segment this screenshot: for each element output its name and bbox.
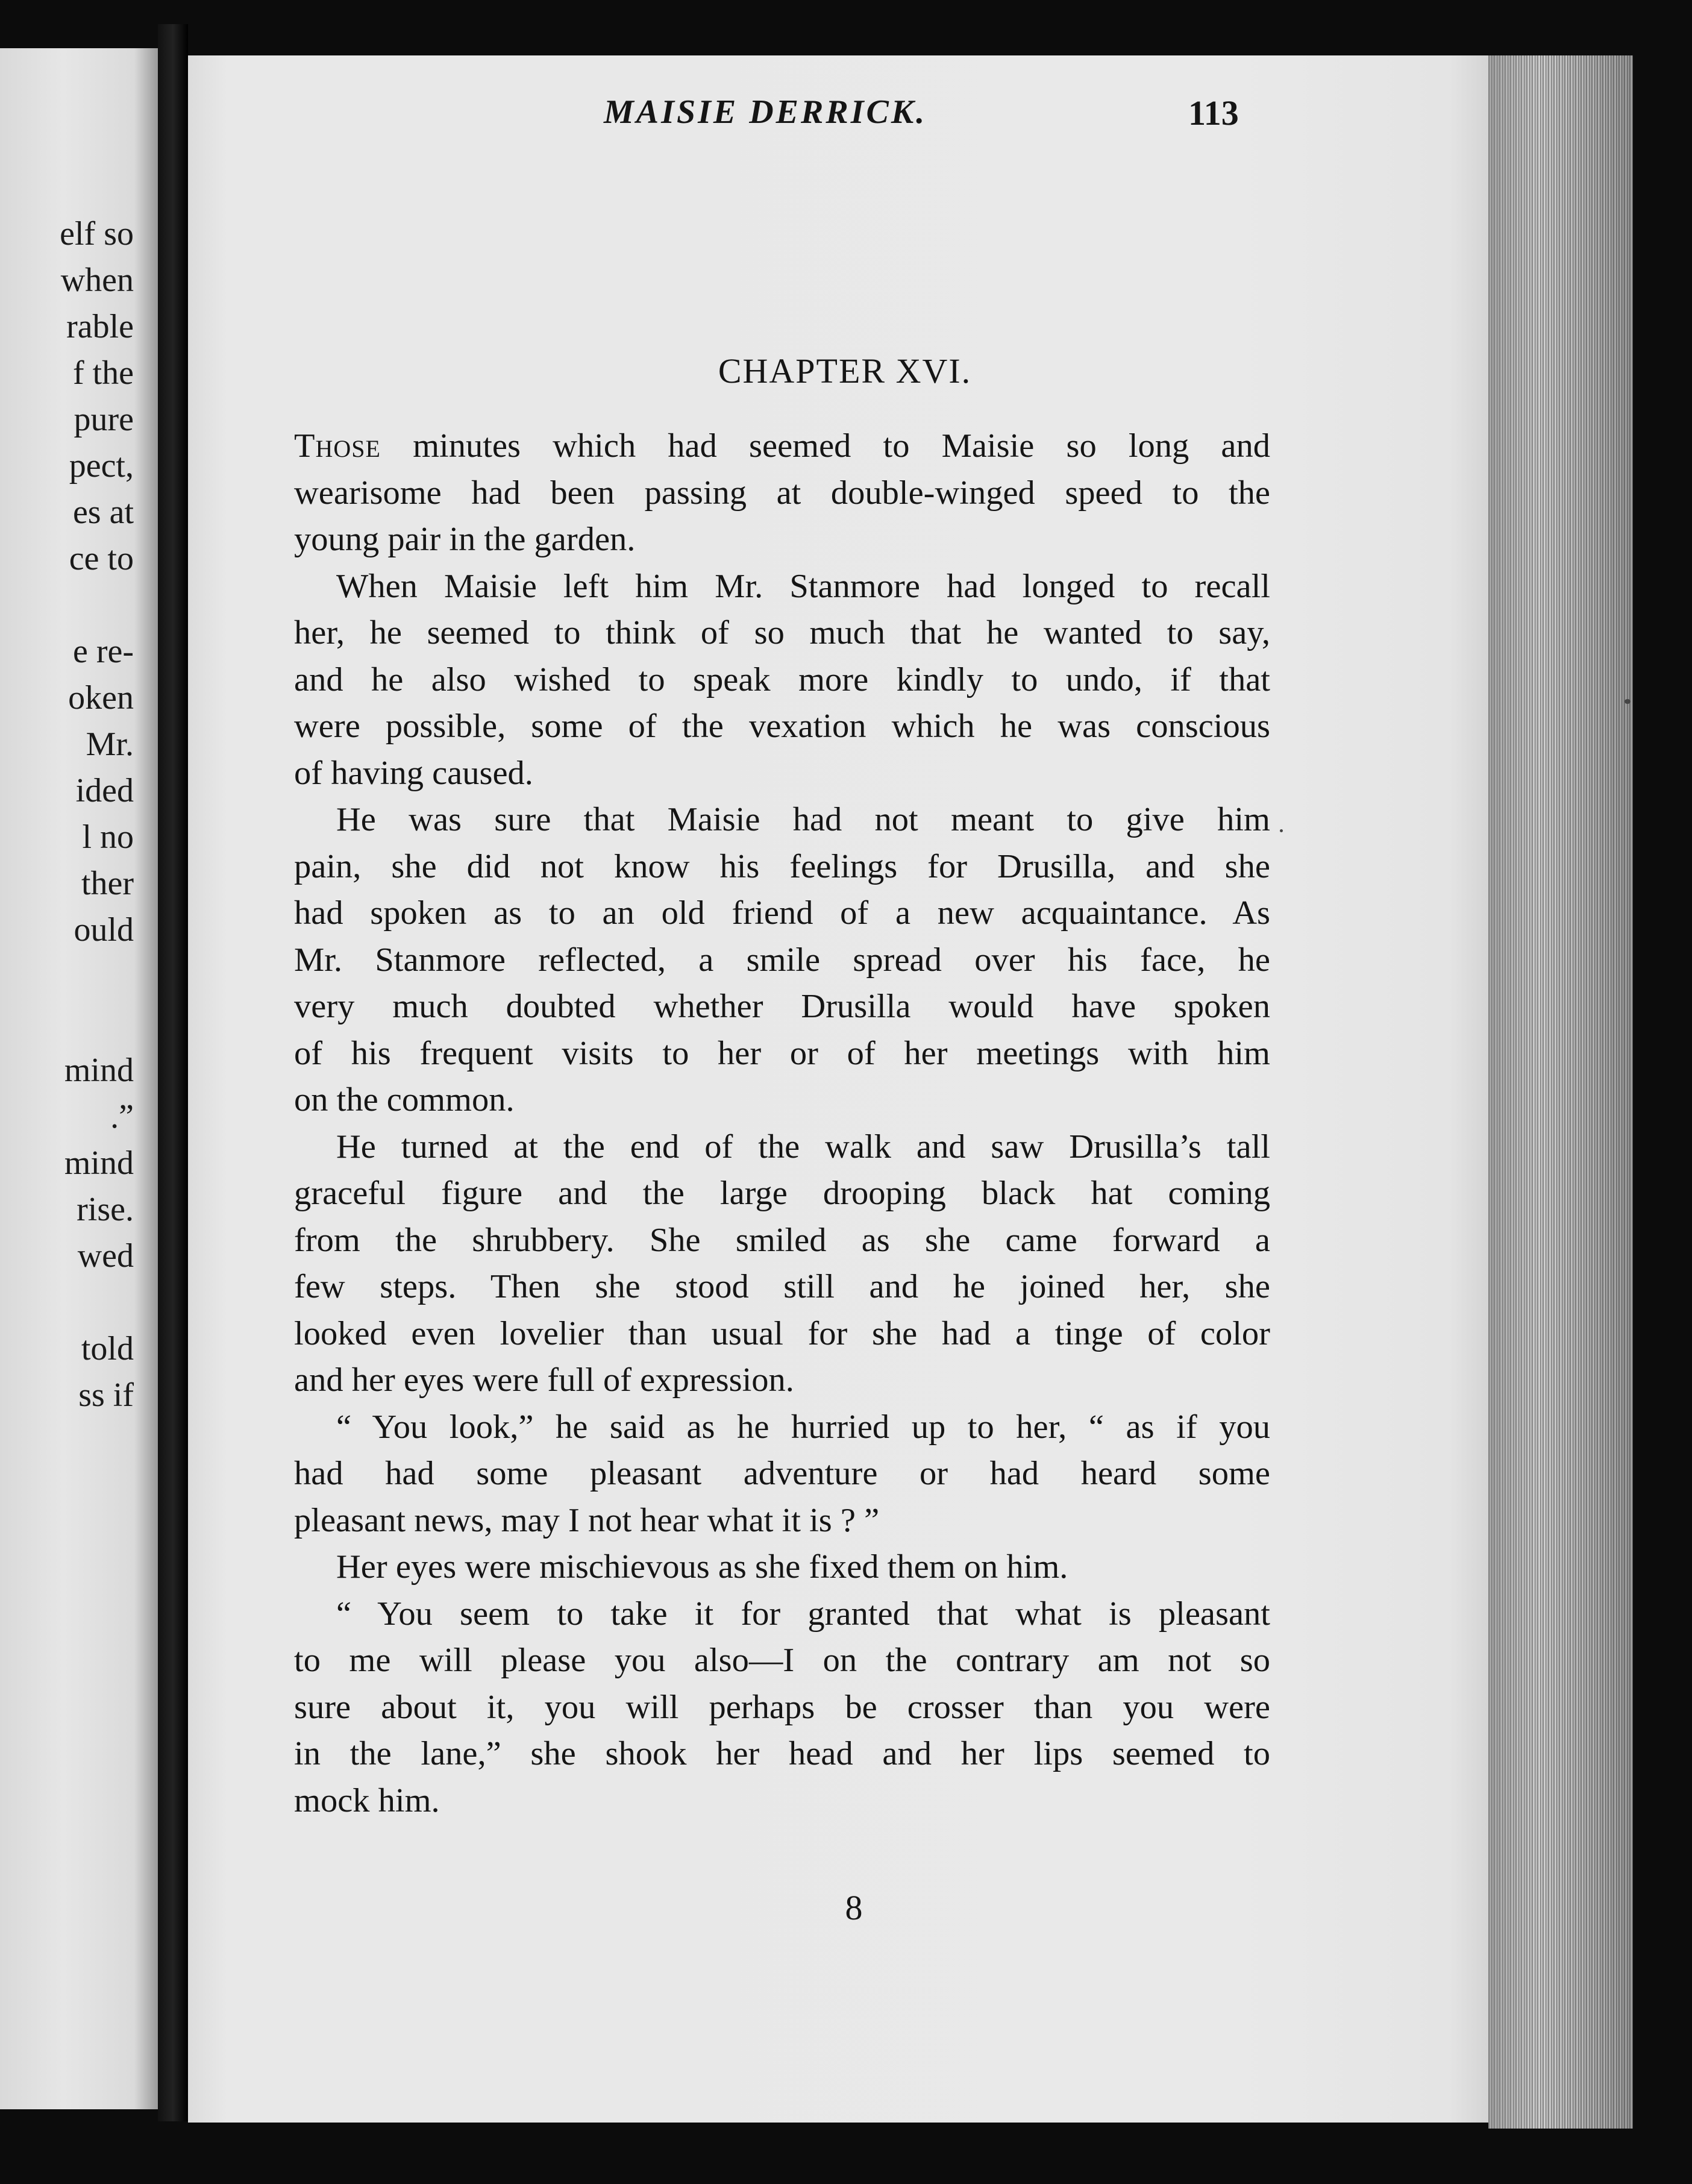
- paragraph: [294, 563, 1270, 797]
- left-page-fragment: rable: [66, 308, 134, 345]
- facing-page-left: [0, 48, 158, 2109]
- left-page-fragment: Mr.: [86, 726, 134, 763]
- left-page-fragment: ther: [81, 865, 134, 902]
- text-line: “ You look,” he said as he hurried up to her, “ as if you: [336, 1408, 1270, 1446]
- text-line: looked even lovelier than usual for she had a tinge of color: [294, 1314, 1270, 1352]
- left-page-fragment: when: [60, 262, 134, 299]
- text-line: He was sure that Maisie had not meant to give him: [336, 801, 1270, 838]
- chapter-heading: CHAPTER XVI.: [718, 351, 972, 391]
- left-page-fragment: wed: [77, 1237, 134, 1275]
- text-line: mock him.: [294, 1781, 440, 1819]
- left-page-fragment: e re-: [72, 633, 134, 670]
- text-line: He turned at the end of the walk and saw Drusilla’s tall: [336, 1128, 1270, 1166]
- left-page-fragment: f the: [72, 354, 134, 392]
- paragraph: [294, 1404, 1270, 1545]
- text-line: [294, 423, 1270, 470]
- text-line: and he also wished to speak more kindly to undo, if that: [294, 661, 1270, 698]
- text-line: of his frequent visits to her or of her meetings with him: [294, 1034, 1270, 1072]
- left-page-fragment: ss if: [78, 1376, 134, 1414]
- paragraph: [294, 1544, 1270, 1591]
- text-line: to me will please you also—I on the contrary am not so: [294, 1642, 1270, 1679]
- lead-word: Those: [294, 427, 381, 465]
- left-page-fragment: ce to: [69, 540, 134, 577]
- paragraph: [294, 1124, 1270, 1404]
- left-page-fragment: l no: [82, 818, 134, 856]
- text-line: graceful figure and the large drooping black hat coming: [294, 1175, 1270, 1212]
- text-line: had spoken as to an old friend of a new acquaintance. As: [294, 894, 1270, 932]
- left-page-fragment: ided: [75, 772, 134, 809]
- line-text: minutes which had seemed to Maisie so long and: [380, 427, 1270, 465]
- scan-speck: [1280, 829, 1283, 832]
- text-line: of having caused.: [294, 754, 533, 792]
- text-line: very much doubted whether Drusilla would have spoken: [294, 988, 1270, 1025]
- text-line: sure about it, you will perhaps be crosser than you were: [294, 1688, 1270, 1726]
- left-page-fragment: rise.: [77, 1191, 134, 1228]
- text-line: from the shrubbery. She smiled as she came forward a: [294, 1221, 1270, 1259]
- left-page-fragment: pure: [74, 401, 134, 438]
- left-page-fragment: mind: [64, 1144, 134, 1182]
- left-page-fragment: elf so: [60, 215, 134, 253]
- page-stack-shadow: [1488, 55, 1633, 2129]
- text-line: her, he seemed to think of so much that he wanted to say,: [294, 614, 1270, 651]
- left-page-fragment: mind: [64, 1052, 134, 1089]
- left-page-fragment: told: [81, 1330, 134, 1367]
- left-page-fragment: pect,: [69, 447, 134, 485]
- text-line: few steps. Then she stood still and he joined her, she: [294, 1268, 1270, 1305]
- running-title: MAISIE DERRICK.: [604, 93, 927, 131]
- paragraph: [294, 1591, 1270, 1825]
- text-line: pleasant news, may I not hear what it is ? ”: [294, 1501, 880, 1539]
- body-text: [294, 423, 1270, 1824]
- text-line: Her eyes were mischievous as she fixed them on him.: [336, 1548, 1068, 1586]
- left-page-fragment: .”: [110, 1098, 134, 1135]
- left-page-fragment: oken: [68, 679, 134, 717]
- text-line: When Maisie left him Mr. Stanmore had longed to recall: [336, 567, 1270, 605]
- left-page-fragment: es at: [72, 494, 134, 531]
- text-line: in the lane,” she shook her head and her lips seemed to: [294, 1735, 1270, 1772]
- text-line: and her eyes were full of expression.: [294, 1361, 794, 1399]
- paragraph: [294, 797, 1270, 1124]
- scan-speck: [1625, 699, 1631, 704]
- paragraph: [294, 423, 1270, 563]
- text-line: “ You seem to take it for granted that what is pleasant: [336, 1595, 1270, 1633]
- text-line: wearisome had been passing at double-winged speed to the: [294, 474, 1270, 512]
- running-head: [188, 93, 1502, 141]
- book-page: [188, 55, 1502, 2123]
- left-page-fragment: ould: [74, 911, 134, 949]
- page-number: 113: [1188, 93, 1239, 133]
- text-line: were possible, some of the vexation which he was conscious: [294, 708, 1270, 745]
- text-line: pain, she did not know his feelings for Drusilla, and she: [294, 847, 1270, 885]
- text-line: on the common.: [294, 1081, 515, 1119]
- book-gutter: [158, 24, 188, 2121]
- text-line: had had some pleasant adventure or had heard some: [294, 1455, 1270, 1492]
- text-line: Mr. Stanmore reflected, a smile spread over his face, he: [294, 941, 1270, 979]
- text-line: young pair in the garden.: [294, 521, 636, 558]
- signature-mark: 8: [845, 1888, 863, 1927]
